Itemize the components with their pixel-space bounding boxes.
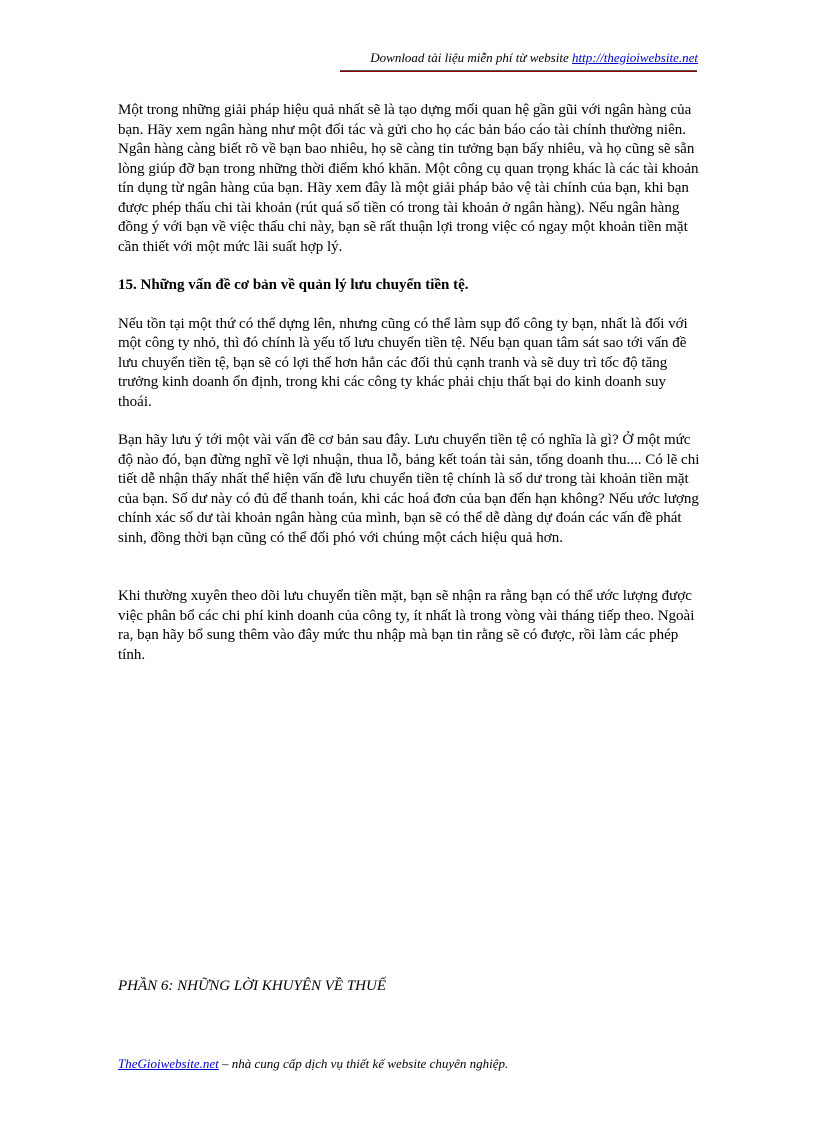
footer-website-link[interactable]: TheGioiwebsite.net [118,1056,219,1071]
header-text: Download tài liệu miễn phí từ website [370,50,572,65]
header-divider [340,70,697,72]
paragraph-bank-relationship: Một trong những giải pháp hiệu quả nhất sẽ là tạo dựng mối quan hệ gần gũi với ngân hàng của bạn. Hãy xem ngân hàng như một đối tác và gửi cho họ các bản báo cáo tài chính thường niên. Ngân hàng càng biết rõ về bạn bao nhiêu, họ sẽ càng tin tưởng bạn bấy nhiêu, và họ cũng sẽ sẵn lòng giúp đỡ bạn trong những thời điểm khó khăn. Một công cụ quan trọng khác là các tài khoản tín dụng từ ngân hàng của bạn. Hãy xem đây là một giải pháp bảo vệ tài chính của bạn, khi bạn được phép thấu chi tài khoản (rút quá số tiền có trong tài khoản ở ngân hàng). Nếu ngân hàng đồng ý với bạn về việc thấu chi này, bạn sẽ rất thuận lợi trong việc có ngay một khoản tiền mặt cần thiết với một mức lãi suất hợp lý. [118,102,699,255]
page-header [370,50,698,66]
paragraph-cash-flow-importance: Nếu tồn tại một thứ có thể dựng lên, nhưng cũng có thể làm sụp đổ công ty bạn, nhất là đối với một công ty nhỏ, thì đó chính là yếu tố lưu chuyển tiền tệ. Nếu bạn quan tâm sát sao tới vấn đề lưu chuyển tiền tệ, bạn sẽ có lợi thế hơn hẳn các đối thủ cạnh tranh và sẽ duy trì tốc độ tăng trưởng kinh doanh ổn định, trong khi các công ty khác phải chịu thất bại do kinh doanh suy thoái. [118,315,688,410]
part-title: PHẦN 6: NHỮNG LỜI KHUYÊN VỀ THUẾ [118,978,386,994]
footer-text: – nhà cung cấp dịch vụ thiết kế website chuyên nghiệp. [218,1056,509,1071]
section-heading-cash-flow: 15. Những vấn đề cơ bản về quản lý lưu chuyển tiền tệ. [118,277,469,293]
page-footer [118,1056,508,1072]
paragraph-cash-flow-tracking: Khi thường xuyên theo dõi lưu chuyển tiền mặt, bạn sẽ nhận ra rằng bạn có thể ước lượng được việc phân bổ các chi phí kinh doanh của công ty, ít nhất là trong vòng vài tháng tiếp theo. Ngoài ra, bạn hãy bổ sung thêm vào đây mức thu nhập mà bạn tin rằng sẽ có được, rồi làm các phép tính. [118,588,695,663]
header-website-link[interactable]: http://thegioiwebsite.net [571,50,698,65]
document-body [118,101,700,665]
paragraph-cash-flow-basics: Bạn hãy lưu ý tới một vài vấn đề cơ bản sau đây. Lưu chuyển tiền tệ có nghĩa là gì? Ở một mức độ nào đó, bạn đừng nghĩ về lợi nhuận, thua lỗ, bảng kết toán tài sản, tổng doanh thu.... Có lẽ chi tiết dễ nhận thấy nhất thể hiện vấn đề lưu chuyển tiền tệ chính là số dư trong tài khoản tiền mặt của bạn. Số dư này có đủ để thanh toán, khi các hoá đơn của bạn đến hạn không? Nếu ước lượng chính xác số dư tài khoản ngân hàng của mình, bạn sẽ có thể dễ dàng dự đoán các vấn đề phát sinh, đồng thời bạn cũng có thể đối phó với chúng một cách hiệu quả hơn. [118,432,700,546]
